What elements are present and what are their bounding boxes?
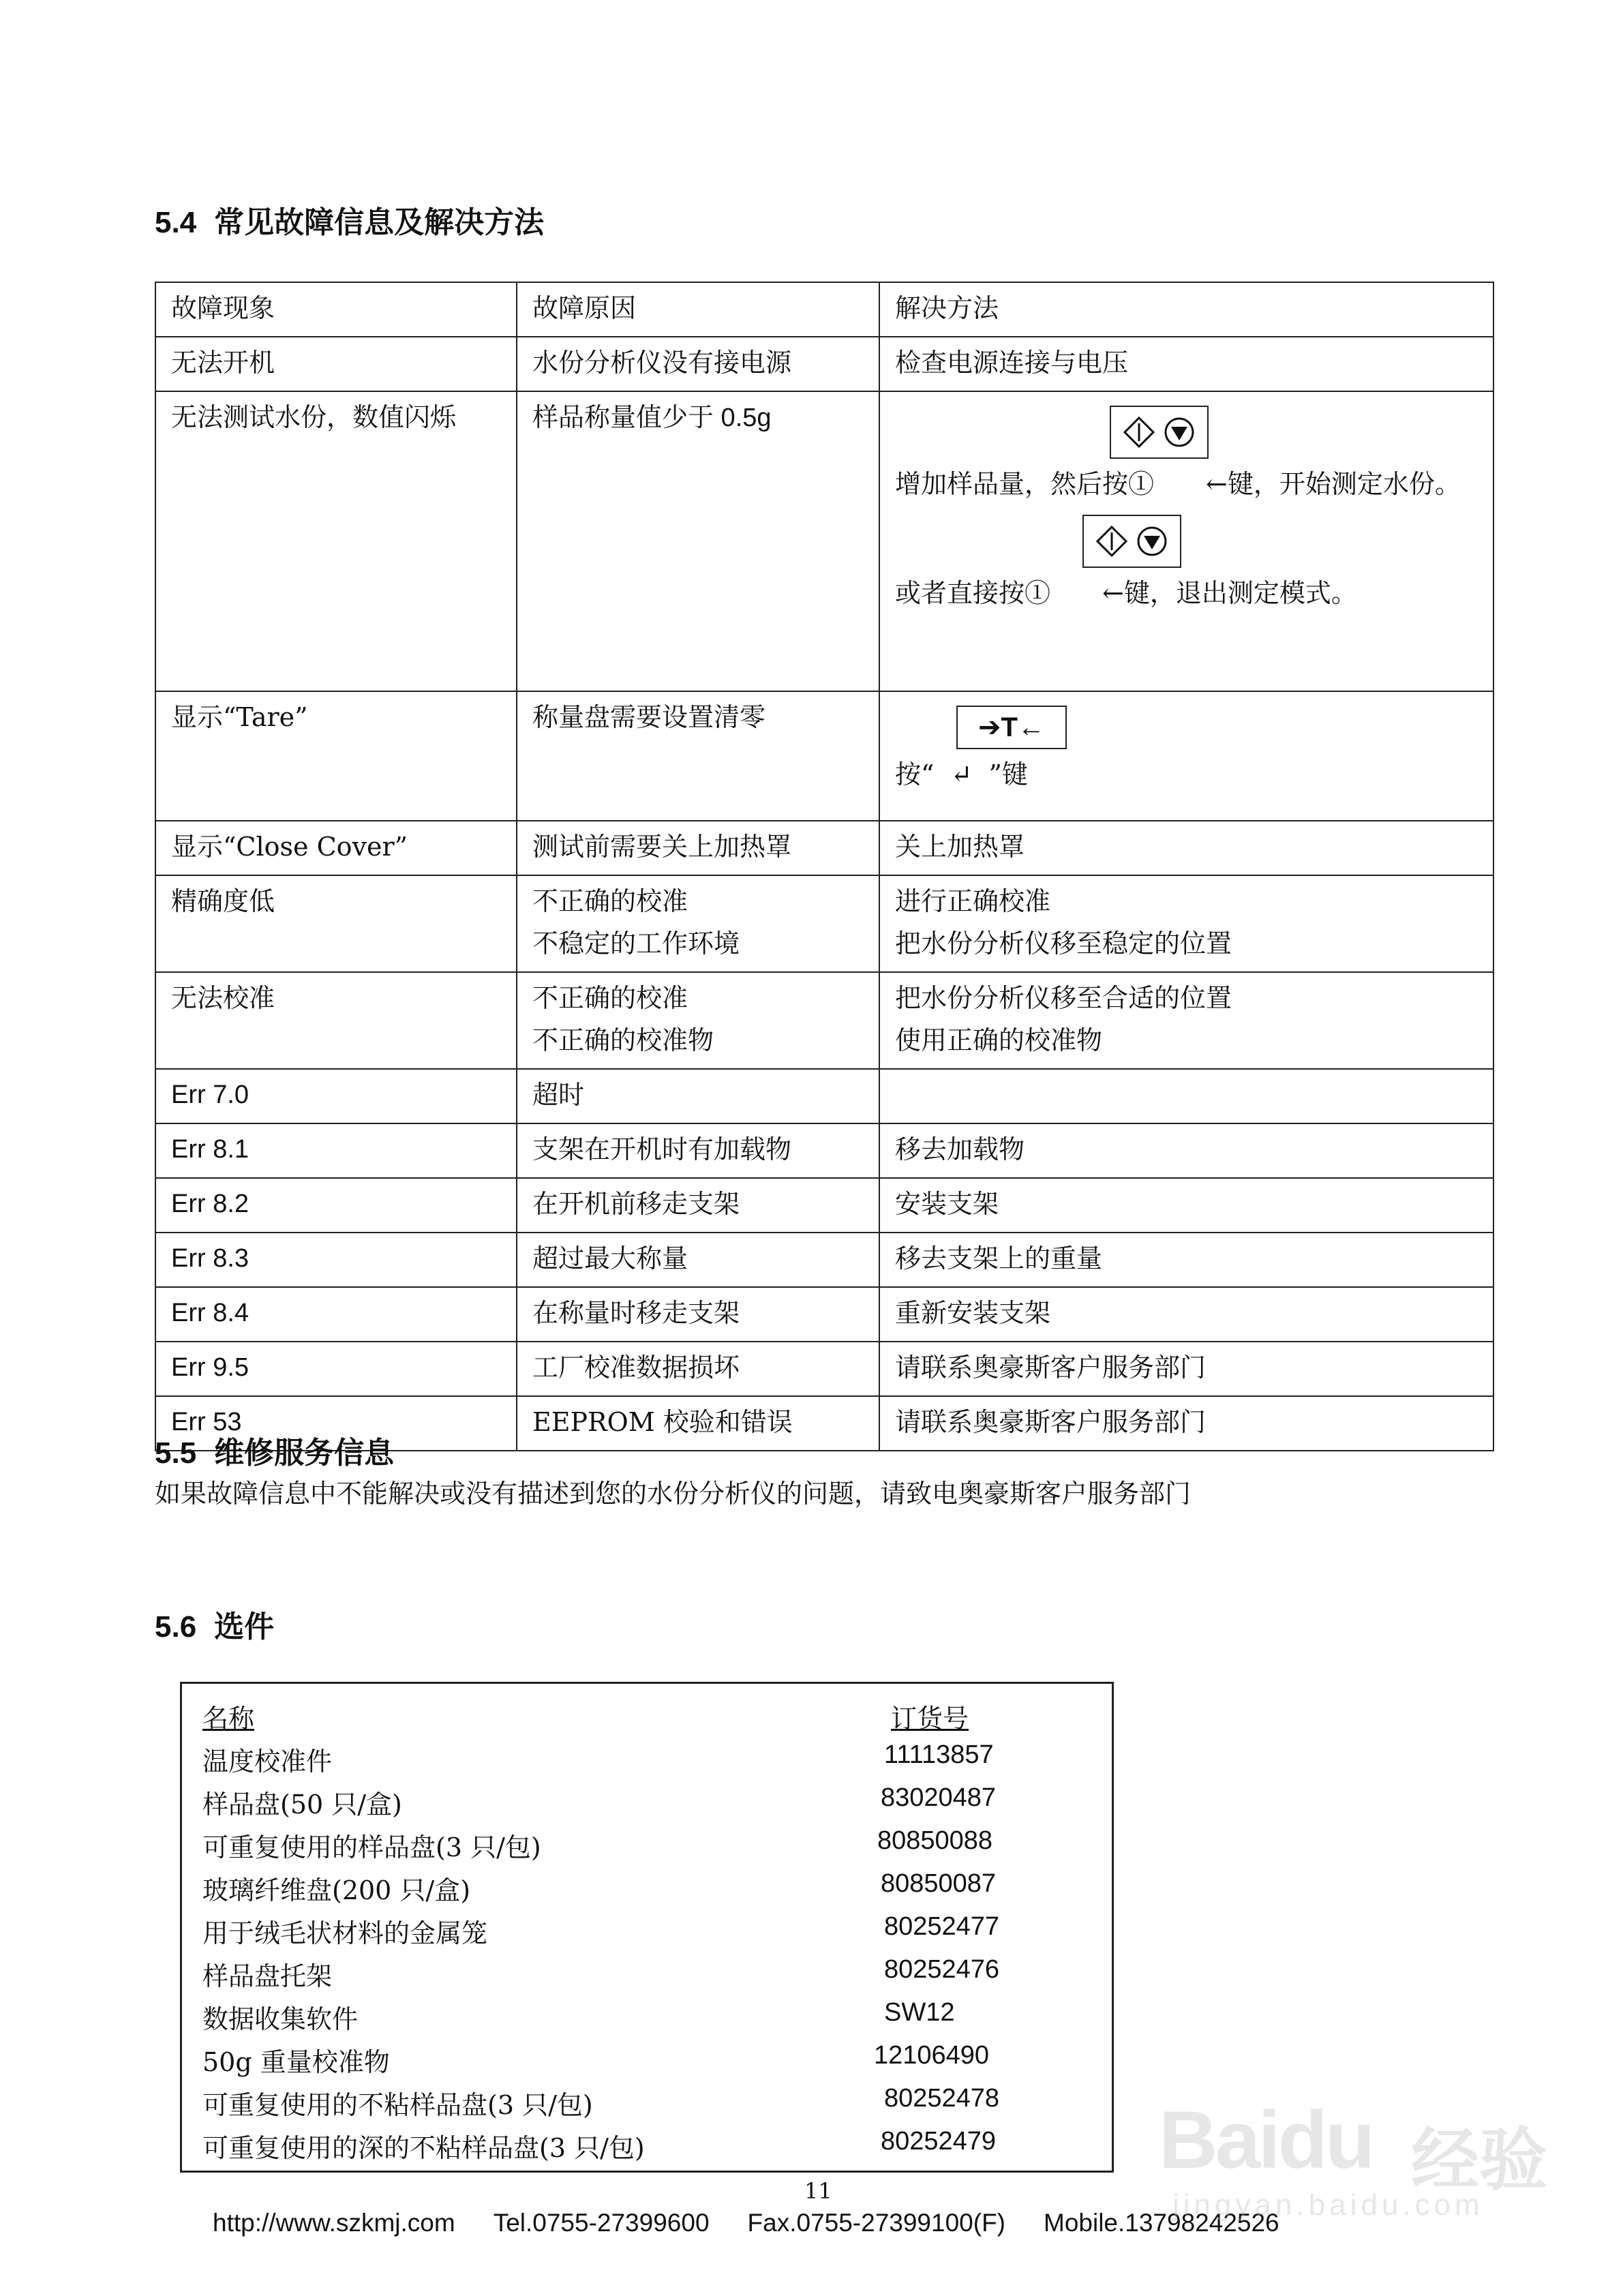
section-heading-5-4 <box>155 198 544 241</box>
options-name-header: 名称 <box>202 1704 255 1734</box>
key-graphic <box>956 706 1478 749</box>
start-stop-key <box>1110 406 1209 459</box>
cause-cell: EEPROM 校验和错误 <box>517 1396 879 1451</box>
header-cell: 故障原因 <box>517 282 879 337</box>
table-row <box>155 972 1493 1069</box>
table-row <box>155 391 1493 691</box>
section-title: 常见故障信息及解决方法 <box>214 205 545 240</box>
symptom-cell: Err 8.3 <box>155 1233 517 1287</box>
enter-icon: ↵ <box>950 759 973 789</box>
symptom-cell: 无法校准 <box>155 972 517 1069</box>
tare-key <box>956 706 1067 749</box>
fault-table <box>155 282 1494 1451</box>
symptom-cell: Err 9.5 <box>155 1342 517 1396</box>
footer-fax: Fax.0755-27399100(F) <box>747 2209 1005 2237</box>
list-item: 数据收集软件 SW12 <box>202 1998 955 2034</box>
list-item: 温度校准件 11113857 <box>202 1740 994 1777</box>
baidu-watermark <box>1159 2093 1568 2222</box>
list-item: 可重复使用的样品盘(3 只/包) 80850088 <box>202 1826 993 1862</box>
symptom-cell: Err 8.1 <box>155 1123 517 1178</box>
service-paragraph: 如果故障信息中不能解决或没有描述到您的水份分析仪的问题，请致电奥豪斯客户服务部门 <box>155 1479 1192 1509</box>
section-number: 5.5 <box>155 1436 197 1470</box>
table-row <box>155 337 1493 391</box>
list-item: 玻璃纤维盘(200 只/盒) 80850087 <box>202 1869 997 1905</box>
cause-cell: 称量盘需要设置清零 <box>517 691 879 821</box>
page-number: 11 <box>804 2178 832 2204</box>
table-row <box>155 1342 1493 1396</box>
section-title: 选件 <box>214 1610 275 1644</box>
down-circle-icon <box>1164 417 1195 448</box>
symptom-cell: Err 8.4 <box>155 1287 517 1342</box>
cause-cell: 超过最大称量 <box>517 1233 879 1287</box>
section-title: 维修服务信息 <box>214 1436 395 1470</box>
cause-cell: 不正确的校准 不稳定的工作环境 <box>517 875 879 972</box>
solution-cell: 请联系奥豪斯客户服务部门 <box>879 1396 1493 1451</box>
table-row <box>155 1069 1493 1123</box>
cause-cell: 在开机前移走支架 <box>517 1178 879 1233</box>
table-row <box>155 1287 1493 1342</box>
symptom-cell: 精确度低 <box>155 875 517 972</box>
list-item: 50g 重量校准物 12106490 <box>202 2041 990 2077</box>
key-graphic <box>786 515 1478 568</box>
solution-cell: 重新安装支架 <box>879 1287 1493 1342</box>
header-cell: 故障现象 <box>155 282 517 337</box>
footer-tel: Tel.0755-27399600 <box>493 2209 710 2237</box>
solution-cell: 关上加热罩 <box>879 821 1493 875</box>
solution-text-b: 或者直接按① ←键，退出测定模式。 <box>895 578 1357 608</box>
solution-cell: 把水份分析仪移至合适的位置 使用正确的校准物 <box>879 972 1493 1069</box>
solution-cell: 安装支架 <box>879 1178 1493 1233</box>
solution-cell <box>879 1069 1493 1123</box>
solution-cell: 检查电源连接与电压 <box>879 337 1493 391</box>
watermark-url: jingyan.baidu.com <box>1172 2188 1484 2222</box>
table-row <box>155 875 1493 972</box>
options-box <box>180 1682 1114 2173</box>
symptom-cell: 无法测试水份，数值闪烁 <box>155 391 517 691</box>
symptom-cell: 显示“Close Cover” <box>155 821 517 875</box>
options-order-header: 订货号 <box>891 1704 969 1734</box>
start-diamond-icon <box>1096 526 1127 557</box>
down-circle-icon <box>1136 526 1168 557</box>
cause-text: 样品称量值少于 0.5g <box>532 404 772 432</box>
cause-cell: 水份分析仪没有接电源 <box>517 337 879 391</box>
footer-contact <box>213 2209 1318 2237</box>
list-item: 可重复使用的不粘样品盘(3 只/包) 80252478 <box>202 2084 1000 2120</box>
footer-mobile: Mobile.13798242526 <box>1044 2209 1279 2237</box>
solution-cell: 移去加载物 <box>879 1123 1493 1178</box>
cause-cell: 在称量时移走支架 <box>517 1287 879 1342</box>
options-header-row <box>202 1697 1095 1740</box>
list-item: 用于绒毛状材料的金属笼 80252477 <box>202 1912 1000 1948</box>
table-row <box>155 1123 1493 1178</box>
table-row <box>155 1178 1493 1233</box>
symptom-cell: Err 7.0 <box>155 1069 517 1123</box>
tare-key-label: ➔T← <box>978 712 1045 742</box>
cause-cell: 超时 <box>517 1069 879 1123</box>
solution-cell: 进行正确校准 把水份分析仪移至稳定的位置 <box>879 875 1493 972</box>
cause-cell: 不正确的校准 不正确的校准物 <box>517 972 879 1069</box>
section-number: 5.4 <box>155 206 197 239</box>
footer-web: http://www.szkmj.com <box>213 2209 455 2237</box>
table-row <box>155 821 1493 875</box>
table-header-row <box>155 282 1493 337</box>
table-row <box>155 691 1493 821</box>
symptom-cell: Err 53 <box>155 1396 517 1451</box>
solution-cell <box>879 691 1493 821</box>
symptom-cell: 显示“Tare” <box>155 691 517 821</box>
section-number: 5.6 <box>155 1610 197 1644</box>
cause-cell: 工厂校准数据损坏 <box>517 1342 879 1396</box>
header-cell: 解决方法 <box>879 282 1493 337</box>
symptom-cell: Err 8.2 <box>155 1178 517 1233</box>
watermark-cn: 经验 <box>1411 2120 1547 2200</box>
solution-cell <box>879 391 1493 691</box>
list-item: 样品盘托架 80252476 <box>202 1955 1000 1991</box>
list-item: 可重复使用的深的不粘样品盘(3 只/包) 80252479 <box>202 2127 997 2163</box>
start-diamond-icon <box>1123 417 1155 448</box>
table-row <box>155 1233 1493 1287</box>
cause-cell: 测试前需要关上加热罩 <box>517 821 879 875</box>
key-graphic <box>840 406 1478 459</box>
cause-cell: 支架在开机时有加载物 <box>517 1123 879 1178</box>
watermark-brand: Baidu <box>1159 2094 1373 2186</box>
solution-cell: 移去支架上的重量 <box>879 1233 1493 1287</box>
solution-text-a: 增加样品量，然后按① ←键，开始测定水份。 <box>895 469 1461 499</box>
section-heading-5-6 <box>155 1602 274 1646</box>
solution-text: 按“ ↵ ”键 <box>895 753 1478 796</box>
symptom-cell: 无法开机 <box>155 337 517 391</box>
solution-cell: 请联系奥豪斯客户服务部门 <box>879 1342 1493 1396</box>
section-heading-5-5 <box>155 1428 394 1472</box>
list-item: 样品盘(50 只/盒) 83020487 <box>202 1783 997 1819</box>
start-stop-key <box>1082 515 1181 568</box>
